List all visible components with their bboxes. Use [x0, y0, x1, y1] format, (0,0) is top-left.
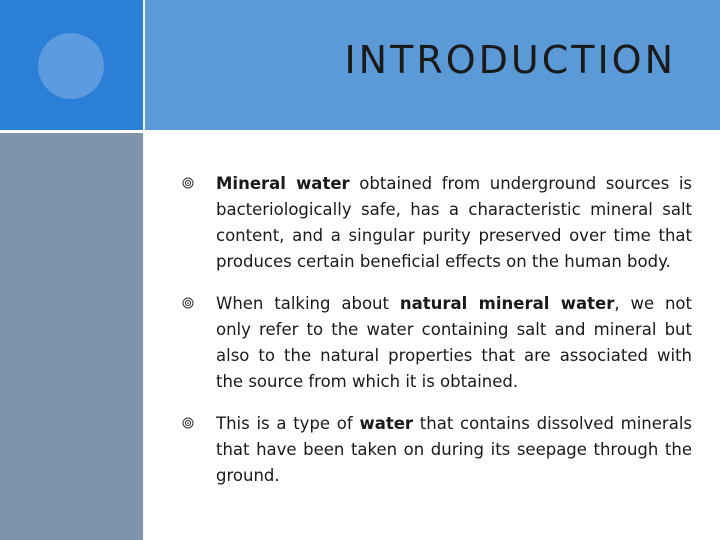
- left-accent-bottom: [0, 132, 144, 540]
- bullet-item: [182, 171, 692, 275]
- bullet-item: [182, 291, 692, 395]
- bullet-text: [216, 171, 692, 275]
- bullet-text: [216, 411, 692, 489]
- slide-title: INTRODUCTION: [344, 38, 676, 82]
- header-divider: [0, 130, 720, 133]
- bullet-text-bold: water: [359, 414, 414, 433]
- bullet-target-icon: [182, 297, 194, 309]
- bullet-text-plain: , we not only refer to the water containing salt and mineral but also to the natural properties that are associated with the source from which it is obtained.: [216, 294, 692, 391]
- bullet-list: [182, 171, 692, 505]
- bullet-text-plain: This is a type of: [216, 414, 360, 433]
- decorative-circle: [38, 33, 104, 99]
- bullet-target-icon: [182, 417, 194, 429]
- bullet-text-plain: obtained from underground sources is bacteriologically safe, has a characteristic mineral salt content, and a singular purity preserved over time that produces certain beneficial effects on the human body.: [216, 174, 693, 271]
- bullet-text-plain: that contains dissolved minerals that have been taken on during its seepage through the ground.: [216, 414, 692, 485]
- bullet-text-bold: natural mineral water: [399, 294, 615, 313]
- bullet-target-icon: [182, 177, 194, 189]
- bullet-text-bold: Mineral water: [216, 174, 350, 193]
- bullet-text-plain: When talking about: [216, 294, 400, 313]
- bullet-item: [182, 411, 692, 489]
- bullet-text: [216, 291, 692, 395]
